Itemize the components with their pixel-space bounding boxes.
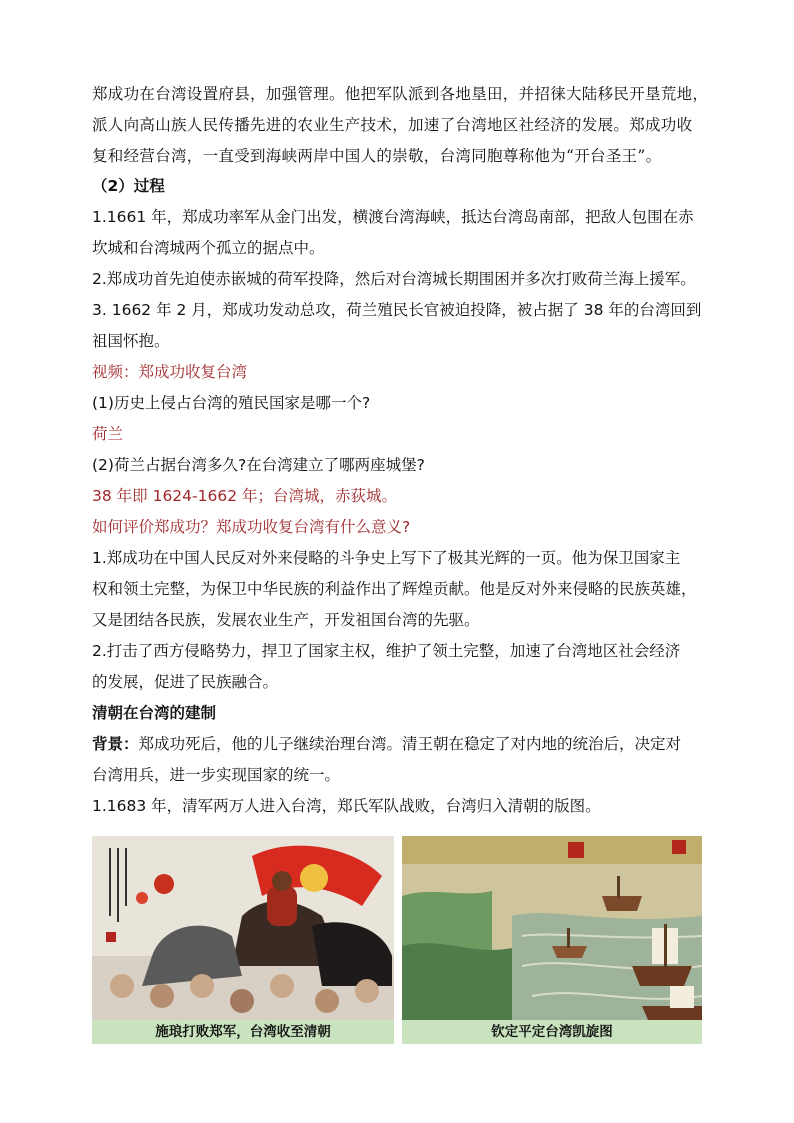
qing-background-line-2: 台湾用兵，进一步实现国家的统一。 bbox=[92, 766, 341, 784]
process-p3-line-1: 3. 1662 年 2 月，郑成功发动总攻，荷兰殖民长官被迫投降，被占据了 38 年的台湾回到 bbox=[92, 301, 702, 319]
video-answer-1: 荷兰 bbox=[92, 425, 124, 443]
figure-right bbox=[402, 836, 702, 1044]
qing-p1: 1.1683 年，清军两万人进入台湾，郑氏军队战败，台湾归入清朝的版图。 bbox=[92, 797, 601, 815]
process-p1-line-2: 坎城和台湾城两个孤立的据点中。 bbox=[92, 239, 325, 257]
video-title: 视频：郑成功收复台湾 bbox=[92, 363, 248, 381]
evaluation-p1-line-1: 1.郑成功在中国人民反对外来侵略的斗争史上写下了极其光辉的一页。他为保卫国家主 bbox=[92, 549, 681, 567]
qing-heading: 清朝在台湾的建制 bbox=[92, 704, 217, 722]
right-figure-caption: 钦定平定台湾凯旋图 bbox=[402, 1020, 702, 1044]
video-answer-2: 38 年即 1624-1662 年；台湾城，赤荻城。 bbox=[92, 487, 397, 505]
process-heading: （2）过程 bbox=[92, 177, 165, 195]
intro-line-2: 派人向高山族人民传播先进的农业生产技术，加速了台湾地区社经济的发展。郑成功收 bbox=[92, 116, 693, 134]
figure-left bbox=[92, 836, 394, 1044]
intro-line-1: 郑成功在台湾设置府县，加强管理。他把军队派到各地垦田，并招徕大陆移民开垦荒地， bbox=[92, 85, 709, 103]
evaluation-p2-line-1: 2.打击了西方侵略势力，捍卫了国家主权，维护了领土完整，加速了台湾地区社会经济 bbox=[92, 642, 681, 660]
process-p3-line-2: 祖国怀抱。 bbox=[92, 332, 170, 350]
left-figure-caption: 施琅打败郑军，台湾收至清朝 bbox=[92, 1020, 394, 1044]
evaluation-p1-line-2: 权和领土完整，为保卫中华民族的利益作出了辉煌贡献。他是反对外来侵略的民族英雄， bbox=[92, 580, 697, 598]
background-text: 郑成功死后，他的儿子继续治理台湾。清王朝在稳定了对内地的统治后，决定对 bbox=[138, 735, 682, 753]
intro-line-3: 复和经营台湾，一直受到海峡两岸中国人的崇敬，台湾同胞尊称他为“开台圣王”。 bbox=[92, 147, 662, 165]
video-question-1: (1)历史上侵占台湾的殖民国家是哪一个? bbox=[92, 394, 371, 412]
qing-background-line-1 bbox=[92, 734, 712, 754]
triumph-painting bbox=[402, 836, 702, 1020]
video-question-2: (2)荷兰占据台湾多久?在台湾建立了哪两座城堡? bbox=[92, 456, 425, 474]
evaluation-question: 如何评价郑成功？郑成功收复台湾有什么意义? bbox=[92, 518, 411, 536]
process-p2: 2.郑成功首先迫使赤嵌城的荷军投降，然后对台湾城长期围困并多次打败荷兰海上援军。 bbox=[92, 270, 696, 288]
shi-lang-painting bbox=[92, 836, 394, 1020]
evaluation-p2-line-2: 的发展，促进了民族融合。 bbox=[92, 673, 279, 691]
evaluation-p1-line-3: 又是团结各民族，发展农业生产，开发祖国台湾的先驱。 bbox=[92, 611, 480, 629]
process-p1-line-1: 1.1661 年，郑成功率军从金门出发，横渡台湾海峡，抵达台湾岛南部，把敌人包围在赤 bbox=[92, 208, 694, 226]
background-label: 背景： bbox=[92, 735, 139, 753]
